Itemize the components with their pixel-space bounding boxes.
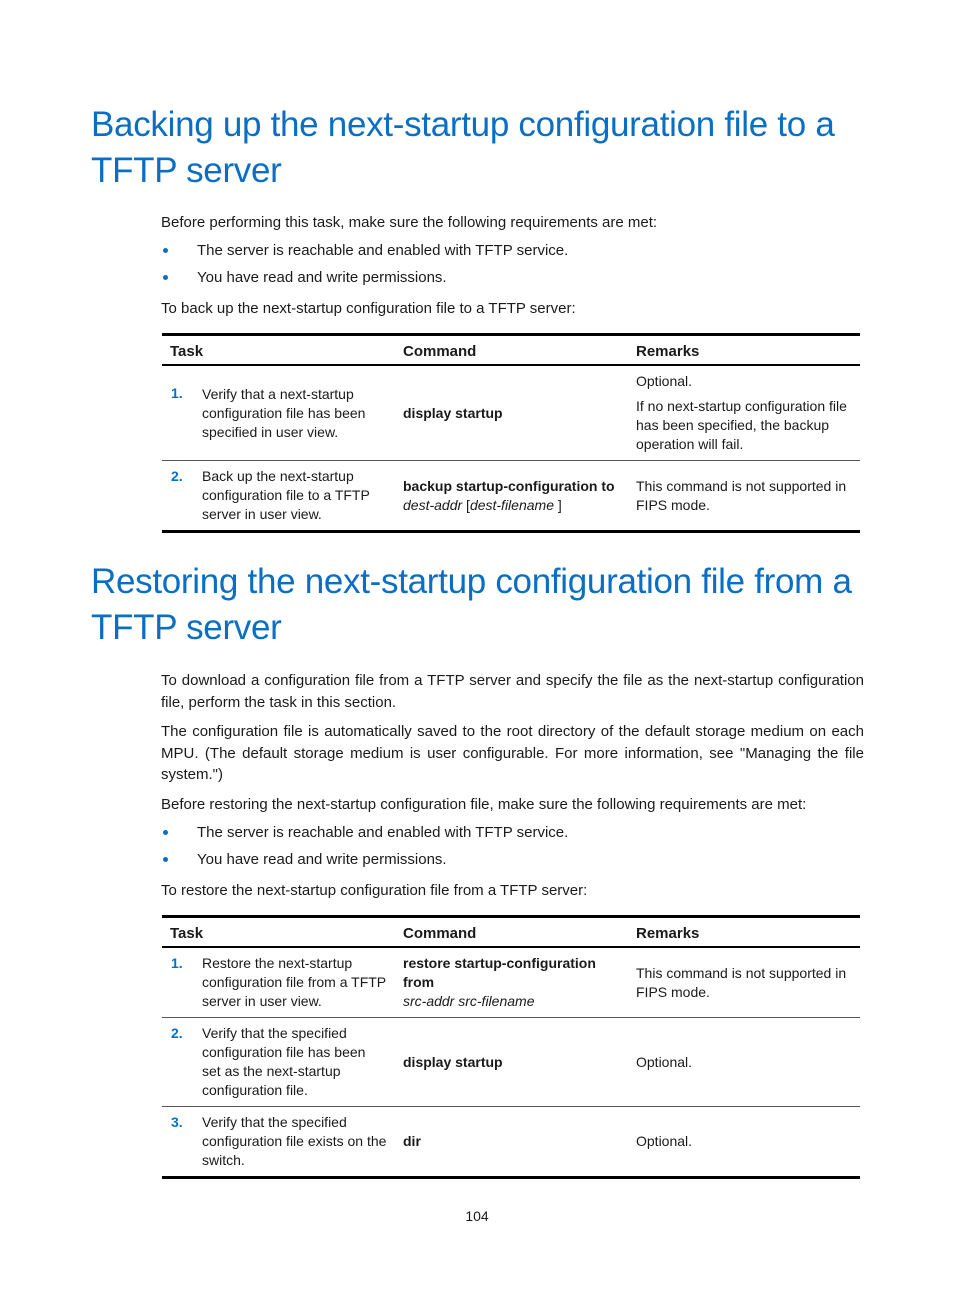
bullet-icon: [163, 248, 168, 253]
backup-intro: Before performing this task, make sure the following requirements are met:: [161, 214, 658, 231]
task-cell: [162, 365, 395, 461]
column-header-task: Task: [162, 335, 395, 366]
list-item: You have read and write permissions.: [161, 846, 864, 873]
command-keyword: display startup: [403, 404, 503, 421]
command-argument: dest-filename: [469, 496, 554, 513]
command-argument: src-addr src-filename: [403, 993, 535, 1009]
command-keyword: backup startup-configuration to: [403, 477, 615, 494]
command-keyword: restore startup-configuration from: [403, 955, 596, 990]
table-header-row: [162, 917, 860, 948]
remark-text: Optional.: [636, 1133, 693, 1149]
remarks-cell: [628, 365, 860, 461]
table-header-row: [162, 335, 860, 366]
task-text: Verify that a next-startup configuration file has been specified in user view.: [202, 385, 366, 440]
bullet-icon: [163, 275, 168, 280]
step-number: 3.: [171, 1114, 183, 1130]
command-bracket: ]: [553, 496, 562, 513]
table-row: [162, 365, 860, 461]
remark-text: If no next-startup configuration file has been specified, the backup operation will fail.: [636, 398, 847, 452]
section-heading-backup: Backing up the next-startup configuration file to a TFTP server: [91, 105, 835, 190]
command-cell: [395, 947, 628, 1018]
remark-text: Optional.: [636, 373, 693, 389]
restore-paragraph-1: To download a configuration file from a TFTP server and specify the file as the next-startup configuration file, perform the task in this section.: [161, 672, 864, 711]
command-cell: [395, 461, 628, 532]
column-header-remarks: Remarks: [628, 917, 860, 948]
section-heading-restore: Restoring the next-startup configuration file from a TFTP server: [91, 562, 852, 647]
bullet-icon: [163, 830, 168, 835]
task-text: Verify that the specified configuration file exists on the switch.: [202, 1114, 387, 1168]
remarks-cell: [628, 947, 860, 1018]
restore-command-table: [162, 915, 860, 1179]
task-cell: [162, 461, 395, 532]
task-cell: [162, 1107, 395, 1178]
command-bracket: [: [462, 496, 470, 513]
backup-requirements-list: [161, 237, 864, 291]
bullet-icon: [163, 857, 168, 862]
command-cell: [395, 365, 628, 461]
command-keyword: dir: [403, 1133, 421, 1149]
command-cell: [395, 1107, 628, 1178]
column-header-command: Command: [395, 335, 628, 366]
column-header-task: Task: [162, 917, 395, 948]
remarks-cell: [628, 1018, 860, 1107]
step-number: 1.: [171, 385, 183, 401]
column-header-command: Command: [395, 917, 628, 948]
command-cell: [395, 1018, 628, 1107]
remarks-cell: [628, 1107, 860, 1178]
command-argument: dest-addr: [403, 496, 463, 513]
restore-lead: To restore the next-startup configuration file from a TFTP server:: [161, 882, 588, 899]
table-row: [162, 947, 860, 1018]
task-cell: [162, 1018, 395, 1107]
task-text: Back up the next-startup configuration file to a TFTP server in user view.: [202, 468, 370, 522]
page-number: 104: [465, 1208, 489, 1224]
task-text: Verify that the specified configuration file has been set as the next-startup configuration file.: [202, 1025, 366, 1098]
remark-text: This command is not supported in FIPS mode.: [636, 477, 847, 513]
command-keyword: display startup: [403, 1053, 503, 1070]
list-item: You have read and write permissions.: [161, 264, 864, 291]
list-item: The server is reachable and enabled with TFTP service.: [161, 237, 864, 264]
step-number: 2.: [171, 1025, 183, 1041]
column-header-remarks: Remarks: [628, 335, 860, 366]
restore-requirements-list: [161, 819, 864, 873]
table-row: [162, 1018, 860, 1107]
table-row: [162, 1107, 860, 1178]
backup-lead: To back up the next-startup configuration file to a TFTP server:: [161, 300, 576, 317]
restore-intro: Before restoring the next-startup configuration file, make sure the following requirements are met:: [161, 796, 807, 813]
remark-text: Optional.: [636, 1053, 693, 1070]
step-number: 1.: [171, 955, 183, 971]
list-item: The server is reachable and enabled with TFTP service.: [161, 819, 864, 846]
task-cell: [162, 947, 395, 1018]
remarks-cell: [628, 461, 860, 532]
restore-paragraph-2: The configuration file is automatically saved to the root directory of the default storage medium on each MPU. (The default storage medium is user configurable. For more information, see "Managing the file system."): [161, 723, 864, 783]
task-text: Restore the next-startup configuration file from a TFTP server in user view.: [202, 955, 386, 1009]
backup-command-table: [162, 333, 860, 533]
table-row: [162, 461, 860, 532]
remark-text: This command is not supported in FIPS mode.: [636, 964, 847, 1000]
step-number: 2.: [171, 468, 183, 484]
